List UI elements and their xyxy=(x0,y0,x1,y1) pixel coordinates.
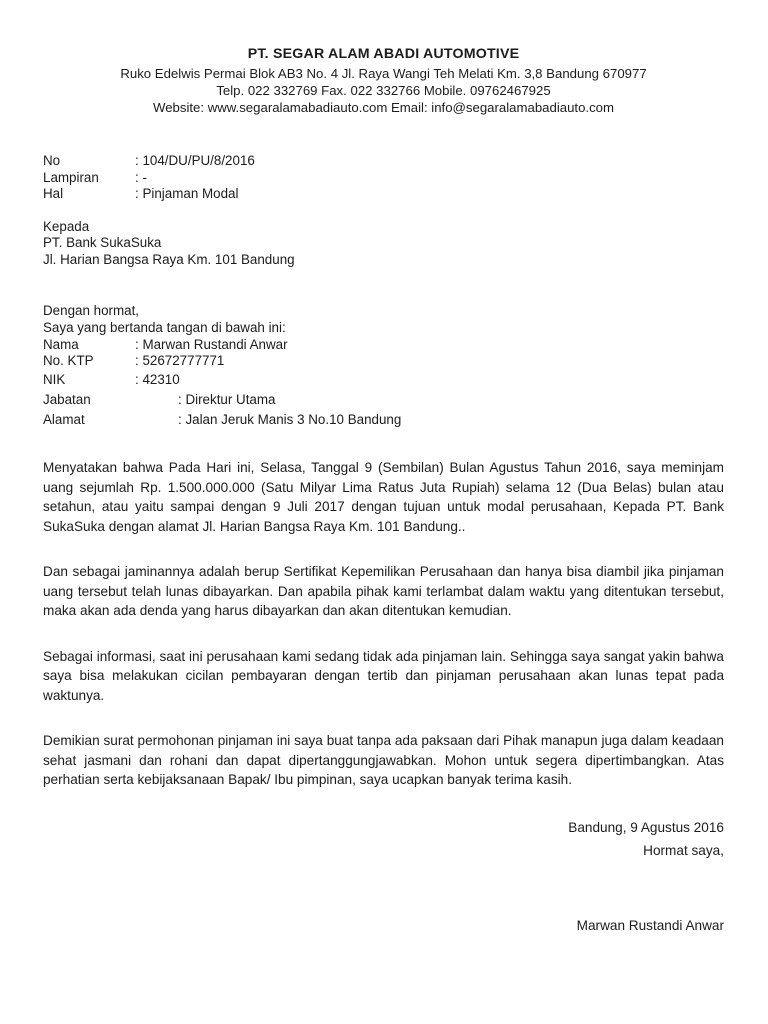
paragraph-closing-statement: Demikian surat permohonan pinjaman ini saya buat tanpa ada paksaan dari Pihak manapun juga dalam keadaan sehat jasmani dan rohani dan dapat dipertanggungjawabkan. Mohon untuk segera dipertimbangkan. Atas perhatian serta kebijaksanaan Bapak/ Ibu pimpinan, saya ucapkan banyak terima kasih. xyxy=(43,733,724,788)
paragraph-collateral: Dan sebagai jaminannya adalah berup Sertifikat Kepemilikan Perusahaan dan hanya bisa diambil jika pinjaman uang tersebut telah lunas dibayarkan. Dan apabila pihak kami terlambat dalam waktu yang ditentukan tersebut, maka akan ada denda yang harus dibayarkan dan akan ditentukan kemudian. xyxy=(43,564,724,619)
identity-row-alamat xyxy=(43,410,724,430)
identity-row-nama xyxy=(43,337,724,354)
meta-row-hal xyxy=(43,186,724,203)
identity-value: : Marwan Rustandi Anwar xyxy=(135,336,288,352)
closing-salutation: Hormat saya, xyxy=(643,842,724,858)
meta-value: : 104/DU/PU/8/2016 xyxy=(135,153,255,168)
signature-name: Marwan Rustandi Anwar xyxy=(576,917,724,933)
letter-body xyxy=(43,458,724,790)
recipient-address: Jl. Harian Bangsa Raya Km. 101 Bandung xyxy=(43,251,295,267)
recipient-kepada: Kepada xyxy=(43,218,90,234)
letterhead xyxy=(43,46,724,116)
identity-table xyxy=(43,337,724,431)
meta-value: : - xyxy=(135,169,147,185)
meta-row-lampiran xyxy=(43,170,724,187)
signature-space xyxy=(43,862,724,914)
identity-label: Alamat xyxy=(43,412,85,428)
identity-row-ktp xyxy=(43,353,724,370)
recipient-company: PT. Bank SukaSuka xyxy=(43,235,162,250)
company-name: PT. SEGAR ALAM ABADI AUTOMOTIVE xyxy=(247,46,520,62)
identity-row-jabatan xyxy=(43,390,724,410)
identity-value: : Jalan Jeruk Manis 3 No.10 Bandung xyxy=(178,412,402,428)
paragraph-statement: Menyatakan bahwa Pada Hari ini, Selasa, Tanggal 9 (Sembilan) Bulan Agustus Tahun 2016, saya meminjam uang sejumlah Rp. 1.500.000.000 (Satu Milyar Lima Ratus Juta Rupiah) selama 12 (Dua Belas) bulan atau setahun, atau yaitu sampai dengan 9 Juli 2017 dengan tujuan untuk modal perusahaan, Kepada PT. Bank SukaSuka dengan alamat Jl. Harian Bangsa Raya Km. 101 Bandung.. xyxy=(43,460,724,534)
company-address: Ruko Edelwis Permai Blok AB3 No. 4 Jl. Raya Wangi Teh Melati Km. 3,8 Bandung 670977 xyxy=(120,66,647,81)
opening-block xyxy=(43,303,724,430)
letter-meta xyxy=(43,153,724,203)
company-contact: Telp. 022 332769 Fax. 022 332766 Mobile. 09762467925 xyxy=(216,83,551,98)
identity-label: Nama xyxy=(43,336,79,352)
recipient-block xyxy=(43,219,724,269)
signature-block xyxy=(43,816,724,937)
identity-value: : Direktur Utama xyxy=(178,392,276,408)
meta-value: : Pinjaman Modal xyxy=(135,186,239,201)
place-date: Bandung, 9 Agustus 2016 xyxy=(568,819,724,835)
identity-label: No. KTP xyxy=(43,353,94,369)
identity-label: Jabatan xyxy=(43,392,91,408)
identity-label: NIK xyxy=(43,372,66,388)
salutation: Dengan hormat, xyxy=(43,303,140,318)
identity-value: : 42310 xyxy=(135,372,180,388)
meta-label: Lampiran xyxy=(43,169,99,185)
meta-label: Hal xyxy=(43,186,64,201)
meta-row-no xyxy=(43,153,724,170)
identity-value: : 52672777771 xyxy=(135,353,225,369)
paragraph-information: Sebagai informasi, saat ini perusahaan kami sedang tidak ada pinjaman lain. Sehingga saya sangat yakin bahwa saya bisa melakukan cicilan pembayaran dengan tertib dan pinjaman perusahaan akan lunas tepat pada waktunya. xyxy=(43,648,724,703)
meta-label: No xyxy=(43,153,61,168)
identity-row-nik xyxy=(43,370,724,390)
company-web-email: Website: www.segaralamabadiauto.com Email: info@segaralamabadiauto.com xyxy=(152,100,614,115)
intro-line: Saya yang bertanda tangan di bawah ini: xyxy=(43,319,286,335)
